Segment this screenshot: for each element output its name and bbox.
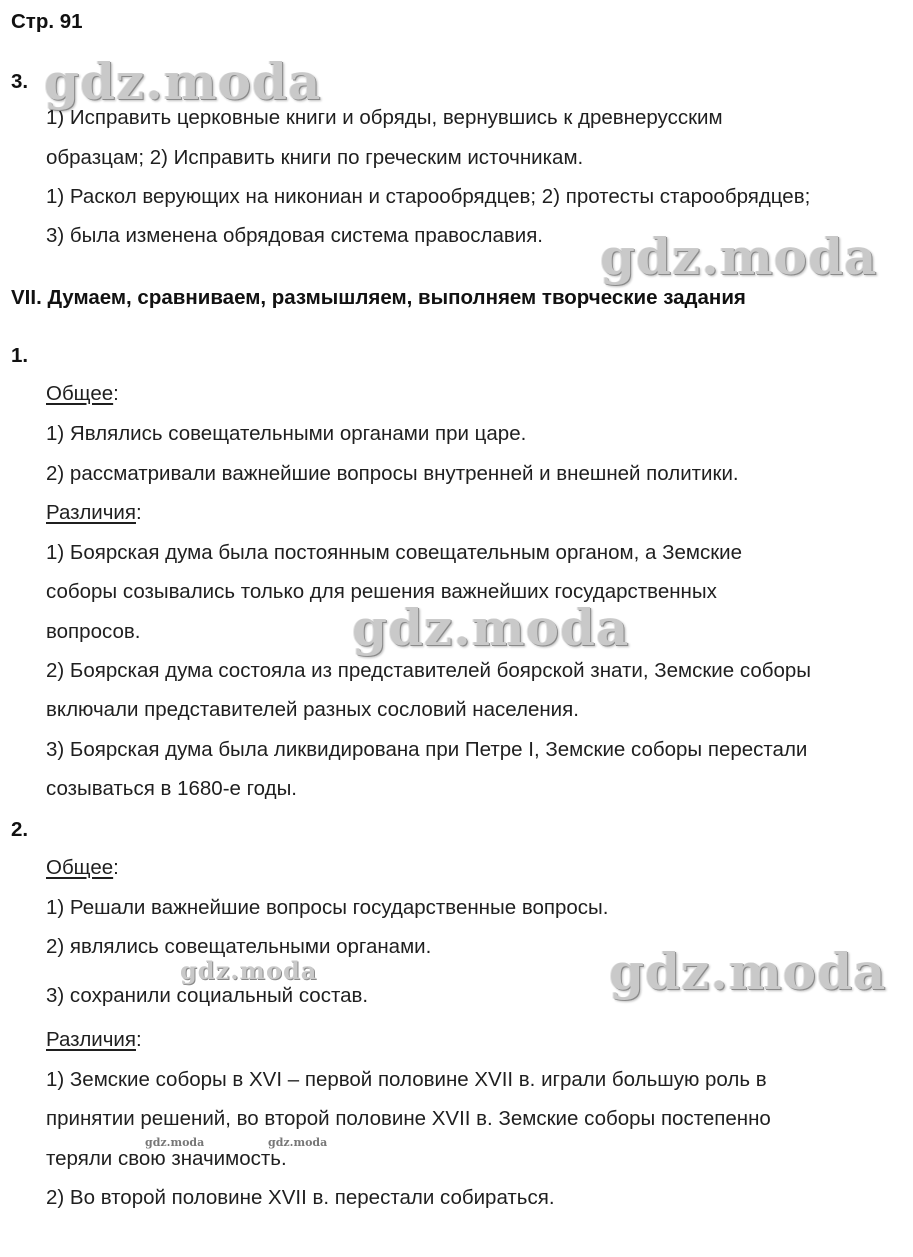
- differences-label: Различия:: [46, 501, 142, 524]
- section-heading: VII. Думаем, сравниваем, размышляем, выполняем творческие задания: [11, 286, 746, 309]
- answer-line: образцам; 2) Исправить книги по греческим источникам.: [46, 146, 584, 169]
- common-label: Общее:: [46, 382, 119, 405]
- watermark-logo: gdz.moda: [609, 942, 887, 1001]
- answer-line: 1) Раскол верующих на никониан и старообрядцев; 2) протесты старообрядцев;: [46, 185, 811, 208]
- answer-line: 1) Решали важнейшие вопросы государственные вопросы.: [46, 896, 609, 919]
- answer-line: 3) была изменена обрядовая система православия.: [46, 224, 543, 247]
- answer-line: принятии решений, во второй половине XVII в. Земские соборы постепенно: [46, 1107, 771, 1130]
- watermark-logo: gdz.moda: [44, 52, 322, 111]
- answer-line: 1) Исправить церковные книги и обряды, вернувшись к древнерусским: [46, 106, 723, 129]
- answer-line: 2) Во второй половине XVII в. перестали собираться.: [46, 1186, 555, 1209]
- answer-line: вопросов.: [46, 620, 141, 643]
- watermark-logo-tiny: gdz.moda: [145, 1136, 205, 1149]
- common-label: Общее:: [46, 856, 119, 879]
- task-number: 3.: [11, 70, 29, 93]
- answer-line: созываться в 1680-е годы.: [46, 777, 297, 800]
- answer-line: 2) являлись совещательными органами.: [46, 935, 432, 958]
- answer-line: включали представителей разных сословий населения.: [46, 698, 579, 721]
- watermark-logo: gdz.moda: [600, 227, 878, 286]
- answer-line: соборы созывались только для решения важнейших государственных: [46, 580, 717, 603]
- answer-line: 1) Боярская дума была постоянным совещательным органом, а Земские: [46, 541, 743, 564]
- watermark-logo-tiny: gdz.moda: [268, 1136, 328, 1149]
- answer-line: 3) сохранили социальный состав.: [46, 984, 369, 1007]
- task-number: 1.: [11, 344, 29, 367]
- answer-line: 1) Являлись совещательными органами при царе.: [46, 422, 527, 445]
- page-title: Стр. 91: [11, 10, 83, 33]
- answer-line: теряли свою значимость.: [46, 1147, 287, 1170]
- answer-line: 2) Боярская дума состояла из представителей боярской знати, Земские соборы: [46, 659, 812, 682]
- answer-line: 3) Боярская дума была ликвидирована при Петре I, Земские соборы перестали: [46, 738, 808, 761]
- watermark-logo-small: gdz.moda: [180, 956, 318, 985]
- answer-line: 2) рассматривали важнейшие вопросы внутренней и внешней политики.: [46, 462, 739, 485]
- answer-line: 1) Земские соборы в XVI – первой половине XVII в. играли большую роль в: [46, 1068, 767, 1091]
- watermark-logo: gdz.moda: [352, 598, 630, 657]
- differences-label: Различия:: [46, 1028, 142, 1051]
- task-number: 2.: [11, 818, 29, 841]
